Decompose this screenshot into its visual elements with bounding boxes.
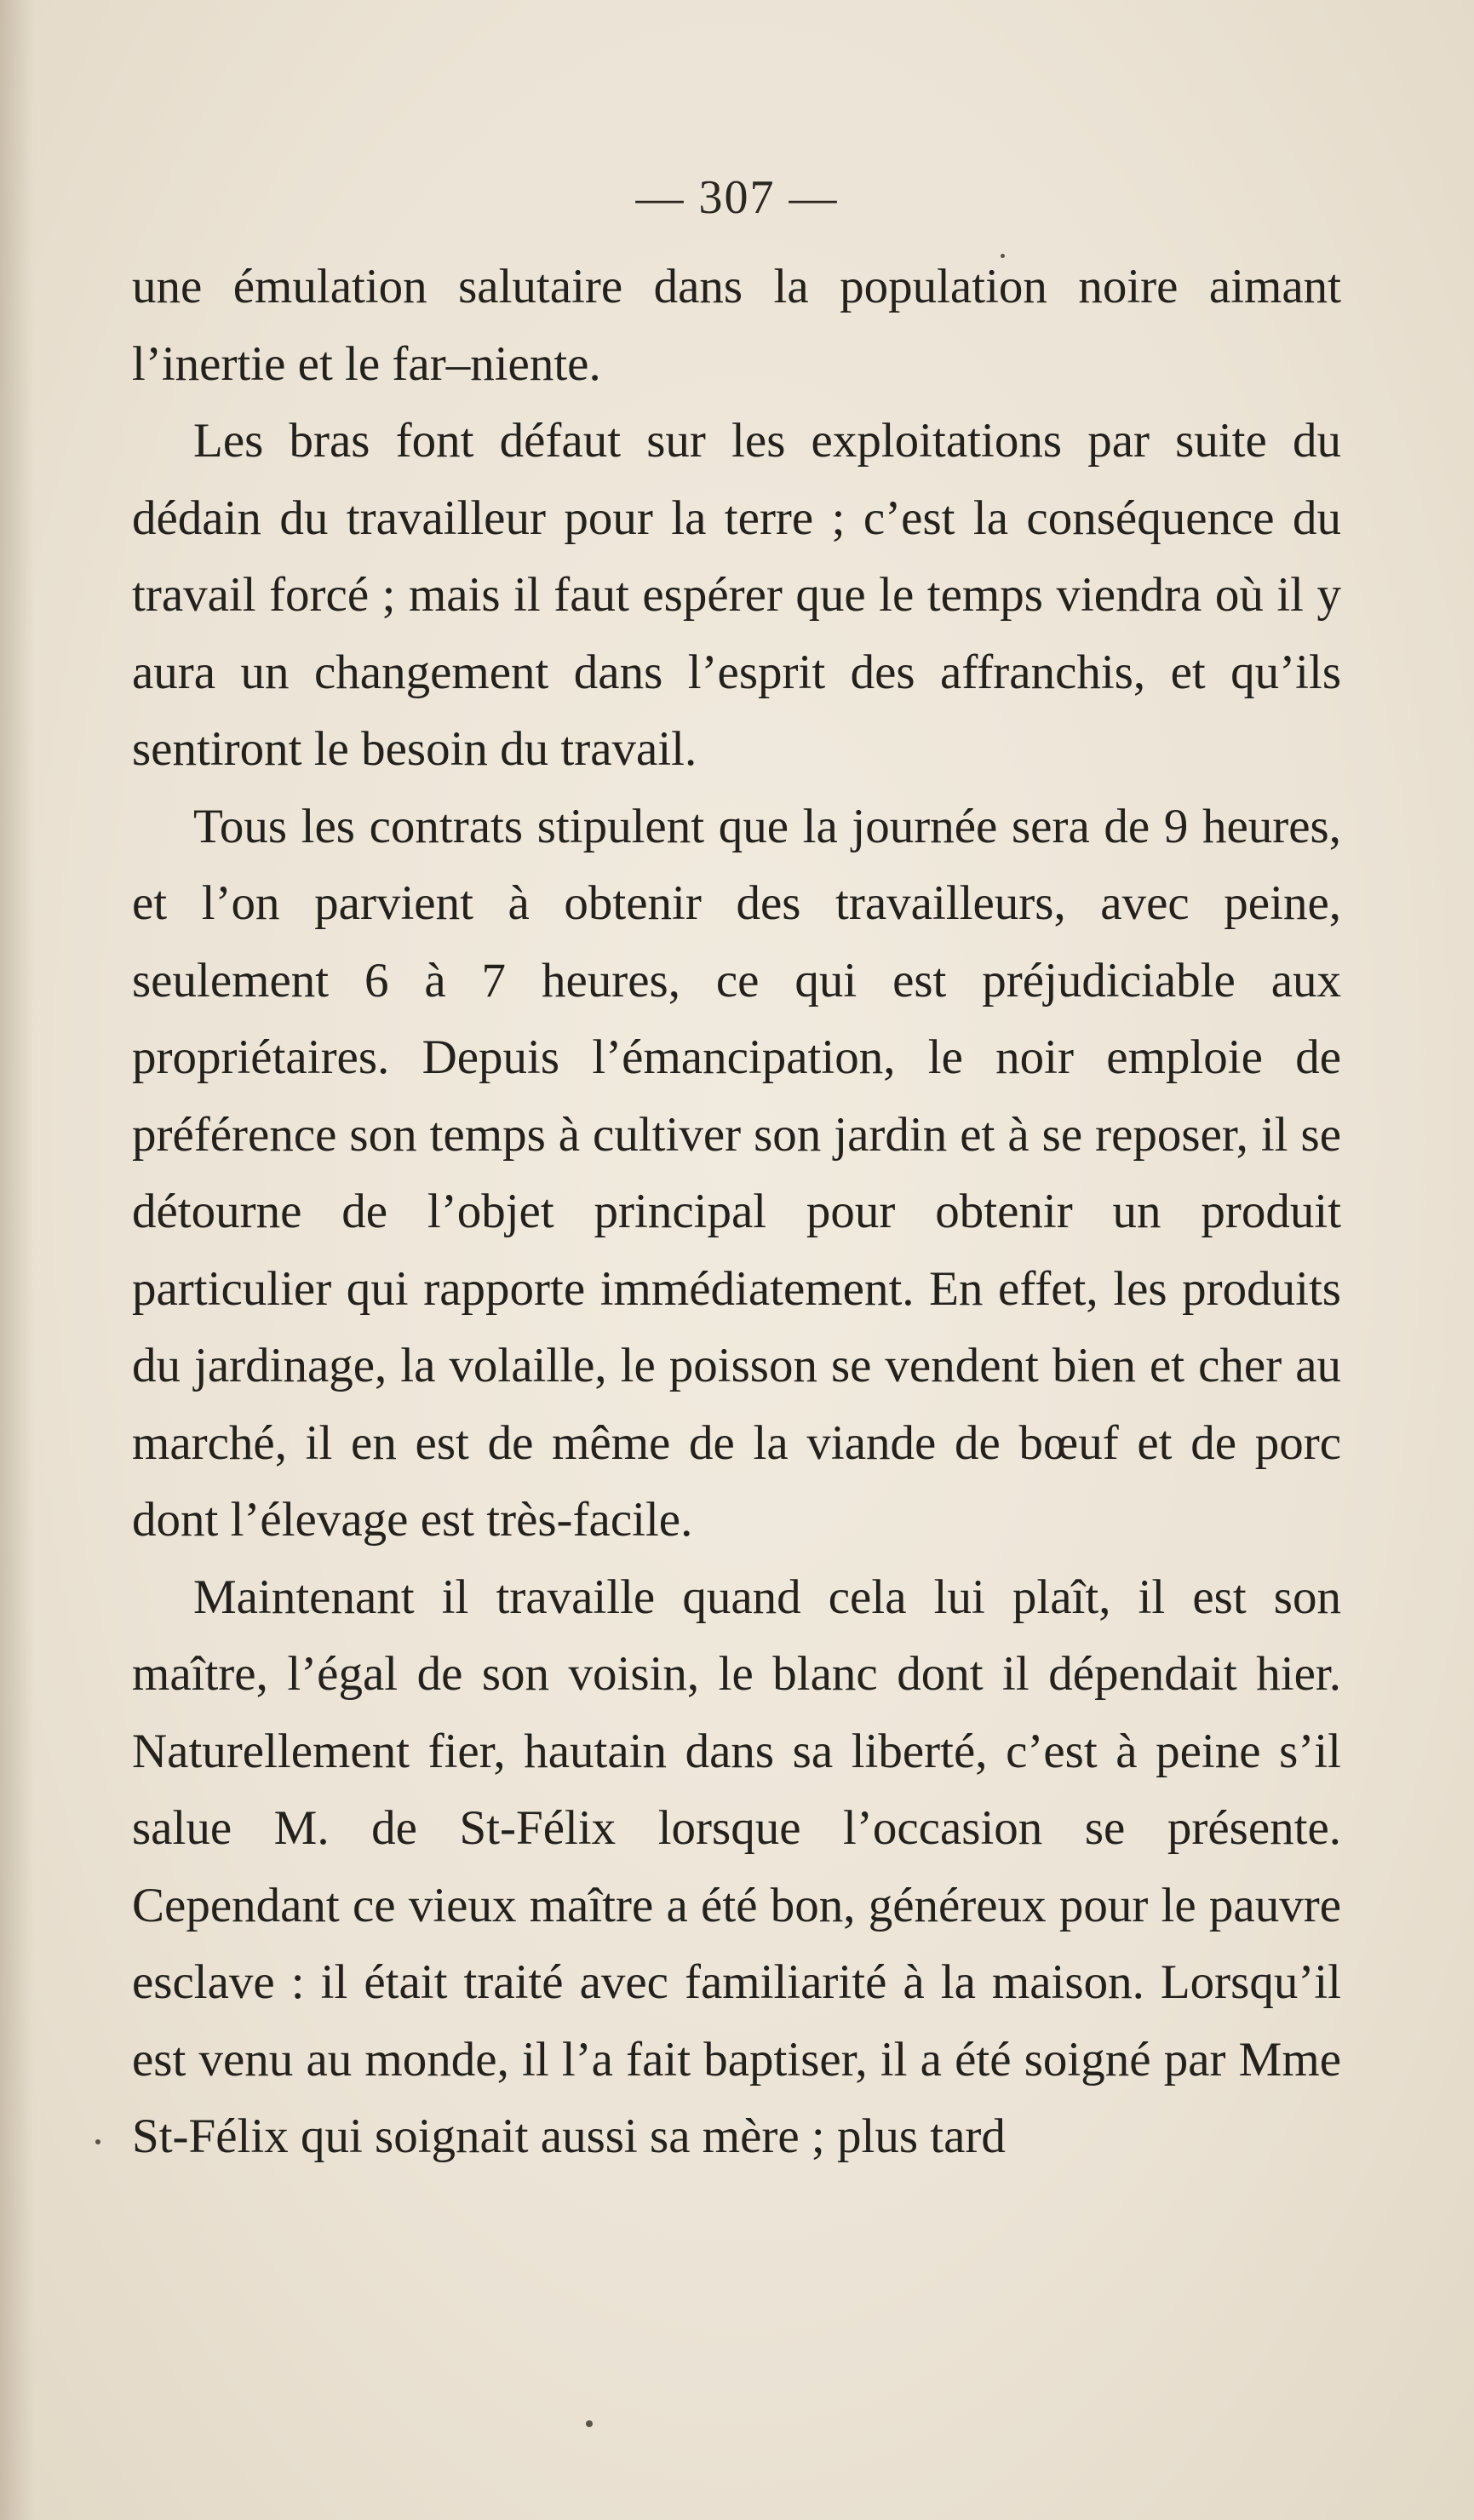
page-edge-shadow xyxy=(0,0,34,2520)
paragraph-labor-shortage: Les bras font défaut sur les exploitations par suite du dédain du travailleur pour la terre ; c’est la conséquence du travail forcé ; mais il faut espérer que le temps viendra où il y aura un changement dans l’esprit des affranchis, et qu’ils sentiront le besoin du travail. xyxy=(132,414,1341,776)
paragraph-freedom: Maintenant il travaille quand cela lui plaît, il est son maître, l’égal de son voisin, le blanc dont il dépendait hier. Naturellement fier, hautain dans sa liberté, c’est à peine s’il salue M. de St-Félix lorsque l’occasion se présente. Cependant ce vieux maître a été bon, généreux pour le pauvre esclave : il était traité avec familiarité à la maison. Lorsqu’il est venu au monde, il l’a fait baptiser, il a été soigné par Mme St-Félix qui soignait aussi sa mère ; plus tard xyxy=(132,1570,1341,2163)
paragraph-continuation: une émulation salutaire dans la population noire aimant l’inertie et le far–niente. xyxy=(132,260,1341,391)
ink-speck xyxy=(586,2420,593,2427)
ink-speck xyxy=(95,2139,100,2144)
page-number: — 307 — xyxy=(635,171,839,224)
body-text xyxy=(132,249,1341,2176)
paragraph-contracts: Tous les contrats stipulent que la journée sera de 9 heures, et l’on parvient à obtenir des travailleurs, avec peine, seulement 6 à 7 heures, ce qui est préjudiciable aux propriétaires. Depuis l’émancipation, le noir emploie de préférence son temps à cultiver son jardin et à se reposer, il se détourne de l’objet principal pour obtenir un produit particulier qui rapporte immédiatement. En effet, les produits du jardinage, la volaille, le poisson se vendent bien et cher au marché, il en est de même de la viande de bœuf et de porc dont l’élevage est très-facile. xyxy=(132,799,1341,1547)
ink-speck xyxy=(1001,254,1005,258)
